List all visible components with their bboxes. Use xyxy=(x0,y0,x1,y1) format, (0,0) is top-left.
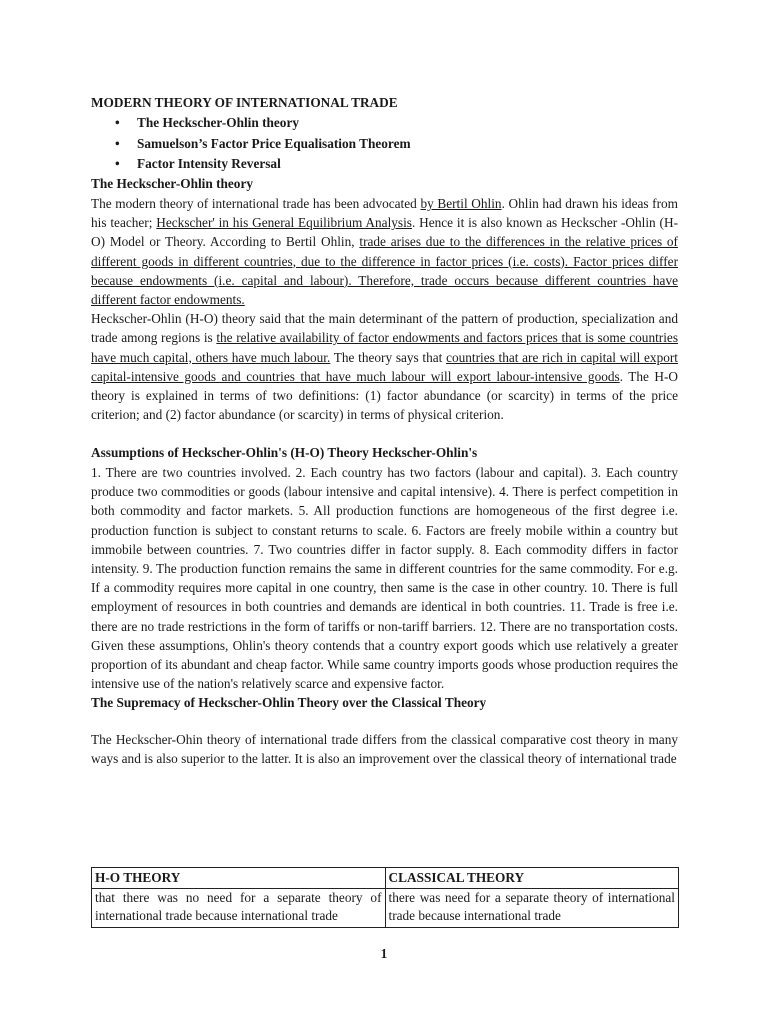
table-cell-classical: there was need for a separate theory of international trade because international trade xyxy=(385,889,679,928)
bullet-icon: • xyxy=(115,115,120,131)
paragraph-ho-determinant: Heckscher-Ohlin (H-O) theory said that the main determinant of the pattern of production, specialization and trade among regions is the relative availability of factor endowments and factors prices that is some countries have much capital, others have much labour. The theory says that countries that are rich in capital will export capital-intensive goods and countries that have much labour will export labour-intensive goods. The H-O theory is explained in terms of two definitions: (1) factor abundance (or scarcity) in terms of the price criterion; and (2) factor abundance (or scarcity) in terms of physical criterion. xyxy=(91,311,678,423)
topic-item xyxy=(91,113,678,133)
bullet-icon: • xyxy=(115,135,120,151)
topic-item xyxy=(91,154,678,174)
section-heading-assumptions: Assumptions of Heckscher-Ohlin's (H-O) Theory Heckscher-Ohlin's xyxy=(91,445,478,461)
page-number: 1 xyxy=(380,946,388,961)
topic-label: Samuelson’s Factor Price Equalisation Theorem xyxy=(137,135,411,151)
paragraph-supremacy: The Heckscher-Ohin theory of international trade differs from the classical comparative cost theory in many ways and is also superior to the latter. It is also an improvement over the classical theory of international trade xyxy=(91,732,678,767)
page-content xyxy=(91,93,678,768)
table-header-ho: H-O THEORY xyxy=(92,868,386,889)
table-row xyxy=(92,889,679,928)
paragraph-assumptions: 1. There are two countries involved. 2. Each country has two factors (labour and capital). 3. Each country produce two commodities or goods (labour intensive and capital intensive). 4. There is perfect competition in both commodity and factor markets. 5. All production functions are homogeneous of the first degree i.e. production function is subject to constant returns to scale. 6. Factors are freely mobile within a country but immobile between countries. 7. Two countries differ in factor supply. 8. Each commodity differs in factor intensity. 9. The production function remains the same in different countries for the same commodity. For e.g. If a commodity requires more capital in one country, then same is the case in other country. 10. There is full employment of resources in both countries and demands are identical in both countries. 11. Trade is free i.e. there are no trade restrictions in the form of tariffs or non-tariff barriers. 12. There are no transportation costs. Given these assumptions, Ohlin's theory contends that a country export goods which use relatively a greater proportion of its abundant and cheap factor. While same country imports goods whose production requires the intensive use of the nation's relatively scarce and expensive factor. xyxy=(91,465,678,692)
topic-item xyxy=(91,134,678,154)
paragraph-ho-intro: The modern theory of international trade has been advocated by Bertil Ohlin. Ohlin had drawn his ideas from his teacher; Heckscher' in his General Equilibrium Analysis. Hence it is also known as Heckscher -Ohlin (H-O) Model or Theory. According to Bertil Ohlin, trade arises due to the differences in the relative prices of different goods in different countries, due to the difference in factor prices (i.e. costs). Factor prices differ because endowments (i.e. capital and labour). Therefore, trade occurs because different countries have different factor endowments. xyxy=(91,195,679,307)
table-header-row xyxy=(92,868,679,889)
topic-list xyxy=(91,113,678,174)
section-heading-supremacy: The Supremacy of Heckscher-Ohlin Theory over the Classical Theory xyxy=(91,695,487,711)
bullet-icon: • xyxy=(115,155,120,171)
table-header-classical: CLASSICAL THEORY xyxy=(385,868,679,889)
topic-label: The Heckscher-Ohlin theory xyxy=(137,115,300,131)
table-cell-ho: that there was no need for a separate theory of international trade because international trade xyxy=(92,889,386,928)
document-title: MODERN THEORY OF INTERNATIONAL TRADE xyxy=(91,95,398,110)
section-heading-ho-theory: The Heckscher-Ohlin theory xyxy=(91,176,254,192)
topic-label: Factor Intensity Reversal xyxy=(137,155,281,171)
comparison-table xyxy=(91,867,679,928)
